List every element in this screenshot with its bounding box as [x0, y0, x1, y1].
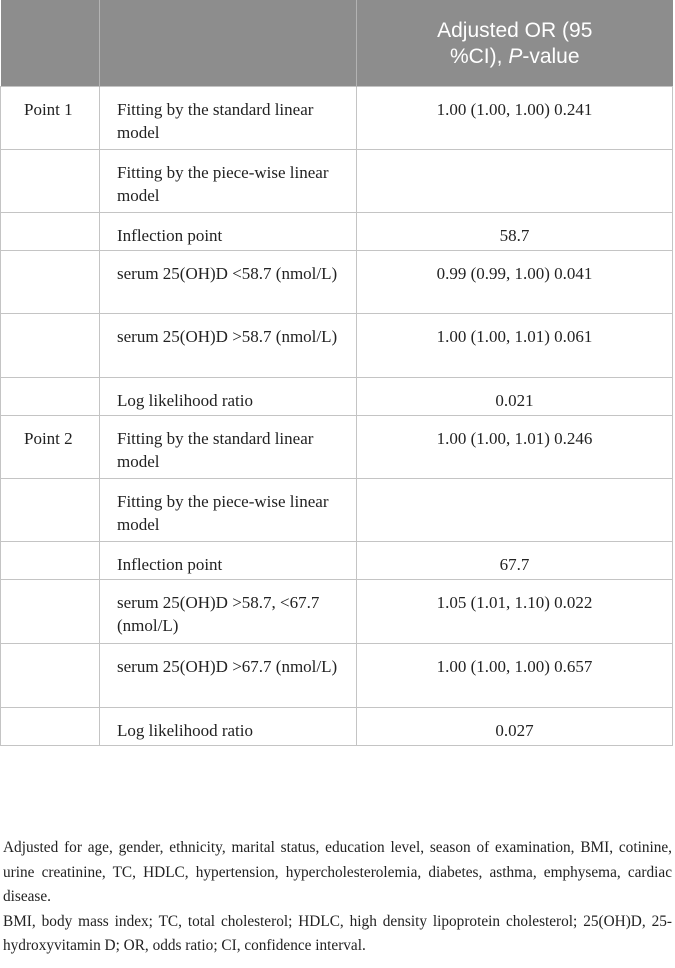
row-label-cell: Fitting by the standard linear model — [100, 87, 357, 150]
row-label-cell: Fitting by the piece-wise linear model — [100, 150, 357, 213]
row-point-cell — [1, 580, 100, 644]
table-row — [1, 150, 673, 213]
row-value-cell: 67.7 — [357, 542, 673, 580]
row-value-cell — [357, 479, 673, 542]
header-line-2-suffix: -value — [522, 45, 580, 68]
row-point-cell — [1, 479, 100, 542]
row-value-cell: 1.00 (1.00, 1.00) 0.657 — [357, 644, 673, 708]
header-line-1: Adjusted OR (95 — [437, 19, 593, 42]
row-value-cell: 0.021 — [357, 378, 673, 416]
row-label-cell: serum 25(OH)D <58.7 (nmol/L) — [100, 251, 357, 314]
row-point-cell — [1, 314, 100, 378]
row-label-cell: Log likelihood ratio — [100, 378, 357, 416]
row-value-cell: 1.00 (1.00, 1.00) 0.241 — [357, 87, 673, 150]
row-value-cell — [357, 150, 673, 213]
table-row — [1, 708, 673, 746]
table-row — [1, 580, 673, 644]
row-point-cell — [1, 708, 100, 746]
row-label-cell: serum 25(OH)D >58.7 (nmol/L) — [100, 314, 357, 378]
table-row — [1, 213, 673, 251]
header-line-2-prefix: %CI), — [449, 45, 509, 68]
table-row — [1, 314, 673, 378]
row-point-cell — [1, 213, 100, 251]
header-p-italic: P — [508, 45, 523, 68]
table-row — [1, 378, 673, 416]
row-value-cell: 1.05 (1.01, 1.10) 0.022 — [357, 580, 673, 644]
row-label-cell: Fitting by the piece-wise linear model — [100, 479, 357, 542]
row-point-cell — [1, 251, 100, 314]
table-footnotes — [3, 836, 672, 959]
table-header-row — [1, 0, 673, 87]
footnote-adjustment: Adjusted for age, gender, ethnicity, marital status, education level, season of examination, BMI, cotinine, urine creatinine, TC, HDLC, hypertension, hypercholesterolemia, diabetes, asthma, emphysema, cardiac disease. — [3, 839, 672, 905]
row-value-cell: 1.00 (1.00, 1.01) 0.246 — [357, 416, 673, 479]
row-point-cell: Point 1 — [1, 87, 100, 150]
row-label-cell: serum 25(OH)D >67.7 (nmol/L) — [100, 644, 357, 708]
row-point-cell — [1, 644, 100, 708]
row-value-cell: 0.027 — [357, 708, 673, 746]
row-label-cell: Inflection point — [100, 213, 357, 251]
row-label-cell: Fitting by the standard linear model — [100, 416, 357, 479]
table-row — [1, 479, 673, 542]
table-row — [1, 87, 673, 150]
row-point-cell — [1, 542, 100, 580]
row-label-cell: Log likelihood ratio — [100, 708, 357, 746]
header-cell-point — [1, 0, 100, 87]
row-value-cell: 1.00 (1.00, 1.01) 0.061 — [357, 314, 673, 378]
row-point-cell — [1, 378, 100, 416]
header-cell-label — [100, 0, 357, 87]
row-point-cell: Point 2 — [1, 416, 100, 479]
row-value-cell: 58.7 — [357, 213, 673, 251]
row-label-cell: serum 25(OH)D >58.7, <67.7 (nmol/L) — [100, 580, 357, 644]
footnote-abbreviations: BMI, body mass index; TC, total cholesterol; HDLC, high density lipoprotein cholesterol; 25(OH)D, 25-hydroxyvitamin D; OR, odds ratio; CI, confidence interval. — [3, 912, 672, 954]
header-cell-adjusted-or — [357, 0, 673, 87]
row-label-cell: Inflection point — [100, 542, 357, 580]
table-row — [1, 542, 673, 580]
row-value-cell: 0.99 (0.99, 1.00) 0.041 — [357, 251, 673, 314]
table-row — [1, 251, 673, 314]
row-point-cell — [1, 150, 100, 213]
table-row — [1, 416, 673, 479]
table-row — [1, 644, 673, 708]
